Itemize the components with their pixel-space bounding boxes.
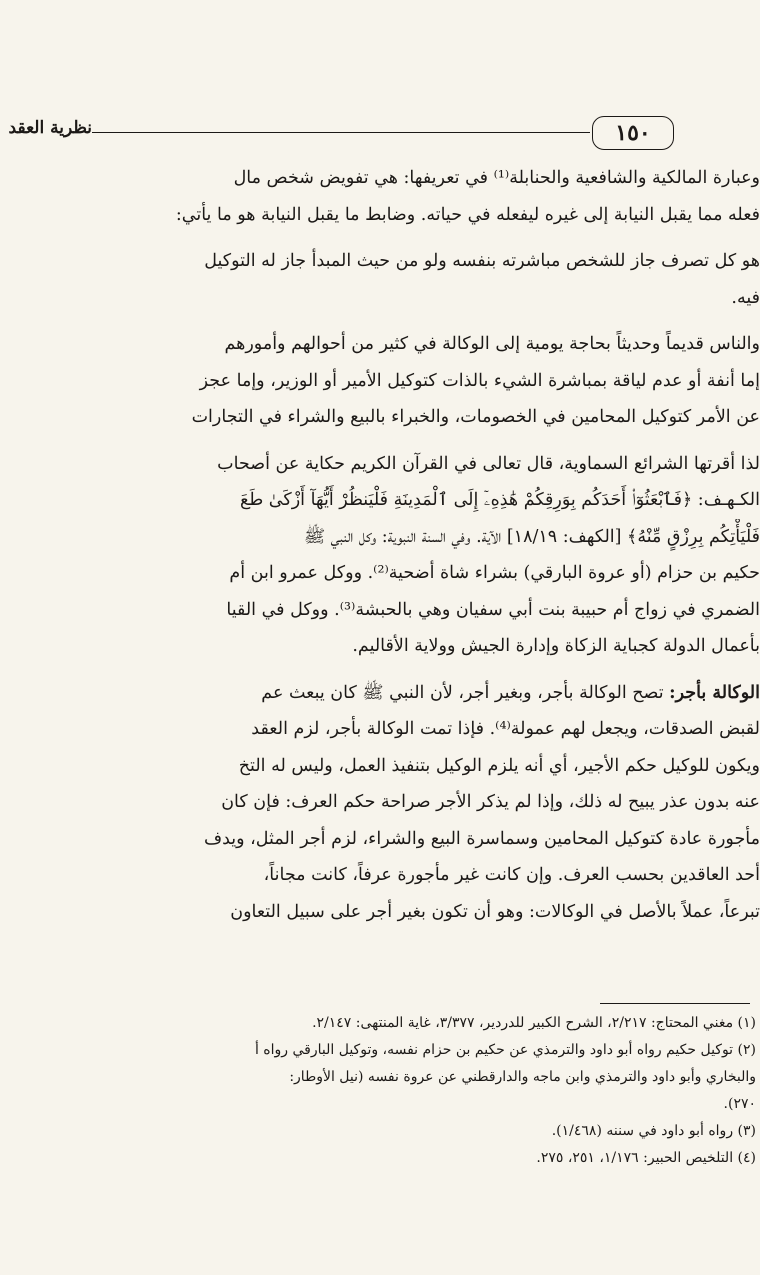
body-line: فعله مما يقبل النيابة إلى غيره ليفعله في حياته. وضابط ما يقبل النيابة هو ما يأتي: (175, 204, 760, 225)
body-line: ويكون للوكيل حكم الأجير، أي أنه يلزم الوكيل بتنفيذ العمل، وليس له التخ (238, 755, 760, 776)
body-line: الضمري في زواج أم حبيبة بنت أبي سفيان وهي بالحبشة⁽³⁾. ووكل في القيا (226, 599, 760, 620)
body-line: أحد العاقدين بحسب العرف. وإن كانت غير مأجورة عرفاً، كانت مجاناً، (263, 865, 760, 885)
body-line: لذا أقرتها الشرائع السماوية، قال تعالى في القرآن الكريم حكاية عن أصحاب (217, 453, 760, 474)
agency-line-text: تصح الوكالة بأجر، وبغير أجر، لأن النبي ﷺ كان يبعث عم (261, 682, 670, 703)
body-text (10, 160, 760, 930)
body-line: تبرعاً، عملاً بالأصل في الوكالات: وهو أن تكون بغير أجر على سبيل التعاون (230, 901, 760, 922)
page-edge (760, 0, 768, 1275)
footnote: (٣) رواه أبو داود في سننه (١/٤٦٨). (551, 1123, 756, 1139)
footnote-continuation: والبخاري وأبو داود والترمذي وابن ماجه والدارقطني عن عروة نفسه (نيل الأوطار: (289, 1069, 756, 1085)
footnote-continuation: ٢٧٠). (723, 1096, 756, 1112)
footnote: (١) مغني المحتاج: ٢/٢١٧، الشرح الكبير للدردير، ٣/٣٧٧، غاية المنتهى: ٢/١٤٧. (312, 1015, 756, 1031)
body-line: عن الأمر كتوكيل المحامين في الخصومات، والخبراء بالبيع والشراء في التجارات (191, 407, 760, 427)
body-line: بأعمال الدولة كجباية الزكاة وإدارة الجيش وولاية الأقاليم. (352, 636, 760, 656)
body-line: فيه. (731, 287, 760, 308)
body-line: هو كل تصرف جاز للشخص مباشرته بنفسه ولو من حيث المبدأ جاز له التوكيل (204, 251, 760, 271)
running-title: نظرية العقد (8, 118, 92, 138)
body-line: وعبارة المالكية والشافعية والحنابلة⁽¹⁾ في تعريفها: هي تفويض شخص مال (233, 168, 760, 188)
body-line: عنه بدون عذر يبيح له ذلك، وإذا لم يذكر الأجر صراحة حكم العرف: فإن كان (221, 792, 760, 812)
quran-line: الكـهـف: ﴿فَٱبْعَثُوٓا۟ أَحَدَكُم بِوَرِقِكُمْ هَٰذِهِۦٓ إِلَى ٱلْمَدِينَةِ فَلْيَنظُرْ أَيُّهَآ أَزْكَىٰ طَعَ (240, 490, 760, 510)
footnote: (٤) التلخيص الحبير: ١/١٧٦، ٢٥١، ٢٧٥. (536, 1150, 756, 1166)
page-number: ١٥٠ (592, 116, 674, 150)
footnotes (16, 1010, 756, 1172)
body-line: والناس قديماً وحديثاً بحاجة يومية إلى الوكالة في كثير من أحوالهم وأمورهم (224, 334, 760, 354)
footnote-rule (600, 1003, 750, 1004)
page-header (0, 112, 680, 152)
body-line: مأجورة عادة كتوكيل المحامين وسماسرة البيع والشراء، لزم أجر المثل، ويدف (203, 828, 760, 849)
agency-paragraph-first-line (10, 675, 760, 712)
body-line: حكيم بن حزام (أو عروة البارقي) بشراء شاة أضحية⁽²⁾. ووكل عمرو ابن أم (229, 563, 760, 583)
footnote: (٢) توكيل حكيم رواه أبو داود والترمذي عن حكيم بن حزام نفسه، وتوكيل البارقي رواه أ (254, 1042, 756, 1058)
body-line: إما أنفة أو عدم لياقة بمباشرة الشيء بالذات كتوكيل الأمير أو الوزير، وإما عجز (199, 370, 760, 391)
agency-heading: الوكالة بأجر: (669, 682, 760, 703)
body-line: لقبض الصدقات، ويجعل لهم عمولة⁽⁴⁾. فإذا تمت الوكالة بأجر، لزم العقد (251, 719, 760, 739)
header-rule (92, 132, 590, 133)
body-line: فَلْيَأْتِكُم بِرِزْقٍ مِّنْهُ﴾ [الكهف: ١٨/١٩] الآية. وفي السنة النبوية: وكل النبي ﷺ (303, 526, 760, 547)
